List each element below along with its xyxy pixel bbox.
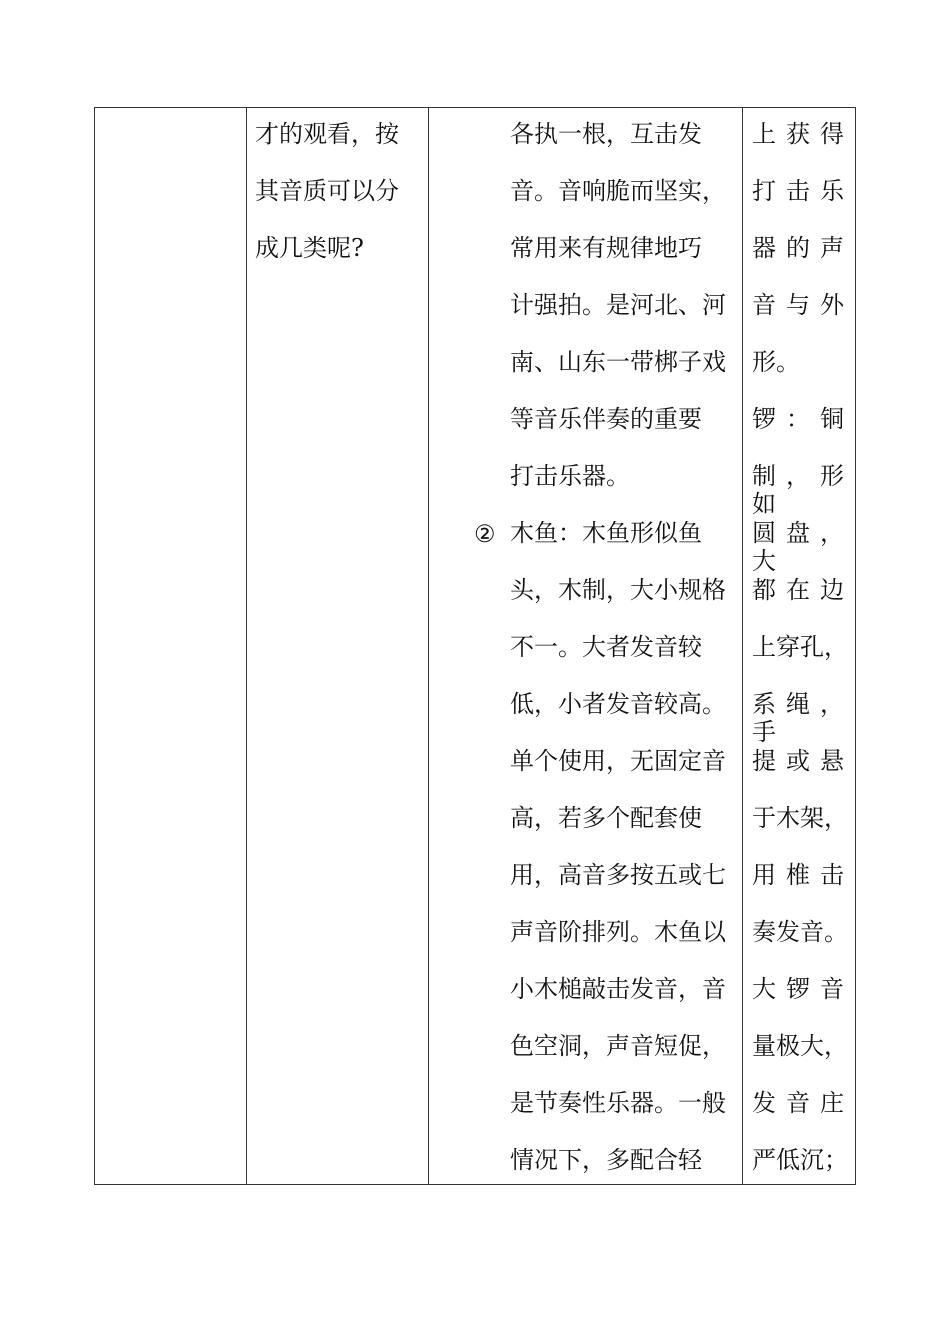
text-line: 常用来有规律地巧 bbox=[510, 234, 702, 262]
text-line: 于木架， bbox=[752, 804, 848, 832]
text-line: 上穿孔， bbox=[752, 633, 848, 661]
table-cell-col1 bbox=[95, 108, 246, 1184]
text-line: 单个使用，无固定音 bbox=[510, 747, 726, 775]
table-cell-question bbox=[246, 108, 428, 1184]
text-line: 量极大， bbox=[752, 1032, 848, 1060]
text-line: 情况下，多配合轻 bbox=[510, 1146, 702, 1174]
text-line: 提或悬 bbox=[752, 747, 844, 775]
text-line: 各执一根，互击发 bbox=[510, 120, 702, 148]
text-line: 色空洞，声音短促， bbox=[510, 1032, 726, 1060]
list-marker: ② bbox=[474, 520, 496, 548]
text-line: 制，形如 bbox=[752, 462, 844, 518]
text-line: 音与外 bbox=[752, 291, 844, 319]
text-line: 声音阶排列。木鱼以 bbox=[510, 918, 726, 946]
text-line: 形。 bbox=[752, 348, 800, 376]
text-line: 计强拍。是河北、河 bbox=[510, 291, 726, 319]
text-line: 不一。大者发音较 bbox=[510, 633, 702, 661]
text-line: 上获得 bbox=[752, 120, 844, 148]
text-line: 都在边 bbox=[752, 576, 844, 604]
text-line: 器的声 bbox=[752, 234, 844, 262]
text-line: 木鱼：木鱼形似鱼 bbox=[510, 519, 702, 547]
text-line: 其音质可以分 bbox=[255, 177, 399, 205]
text-line: 大锣音 bbox=[752, 975, 844, 1003]
text-line: 打击乐器。 bbox=[510, 462, 630, 490]
text-line: 音。音响脆而坚实， bbox=[510, 177, 726, 205]
text-line: 才的观看，按 bbox=[255, 120, 399, 148]
text-line: 发音庄 bbox=[752, 1089, 844, 1117]
text-line: 低，小者发音较高。 bbox=[510, 690, 726, 718]
text-line: 等音乐伴奏的重要 bbox=[510, 405, 702, 433]
text-line: 圆盘，大 bbox=[752, 519, 844, 575]
text-line: 成几类呢? bbox=[255, 234, 364, 262]
text-line: 锣：铜 bbox=[752, 405, 844, 433]
text-line: 用椎击 bbox=[752, 861, 844, 889]
lesson-table bbox=[94, 107, 856, 1185]
text-line: 严低沉； bbox=[752, 1146, 848, 1174]
text-line: 用，高音多按五或七 bbox=[510, 861, 726, 889]
text-line: 小木槌敲击发音，音 bbox=[510, 975, 726, 1003]
text-line: 高，若多个配套使 bbox=[510, 804, 702, 832]
text-line: 奏发音。 bbox=[752, 918, 848, 946]
text-line: 头，木制，大小规格 bbox=[510, 576, 726, 604]
table-cell-notes bbox=[742, 108, 857, 1184]
text-line: 是节奏性乐器。一般 bbox=[510, 1089, 726, 1117]
text-line: 打击乐 bbox=[752, 177, 844, 205]
table-cell-content bbox=[428, 108, 742, 1184]
text-line: 系绳，手 bbox=[752, 690, 844, 746]
text-line: 南、山东一带梆子戏 bbox=[510, 348, 726, 376]
